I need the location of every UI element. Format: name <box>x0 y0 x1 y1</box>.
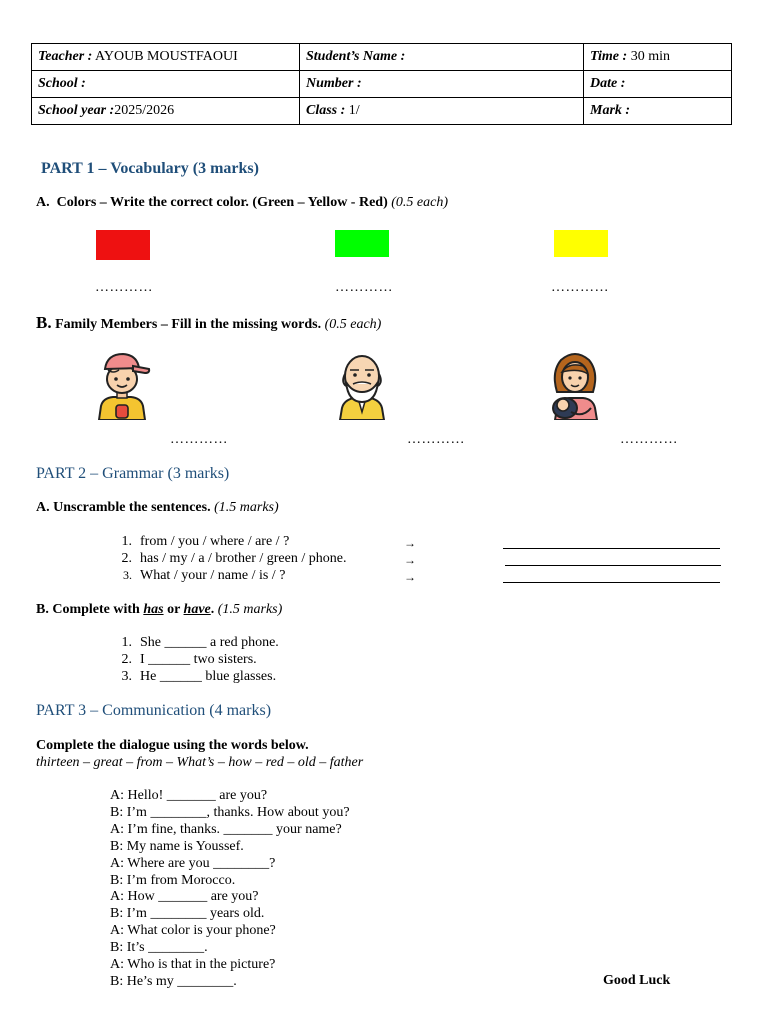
part2-b-instruction <box>36 602 282 618</box>
grandfather-icon <box>336 352 388 420</box>
scrambled-sentence: has / my / a / brother / green / phone. <box>140 551 347 566</box>
item-number: 1. <box>121 534 132 549</box>
answer-line-3[interactable] <box>503 582 720 583</box>
part2-b-note: (1.5 marks) <box>217 602 283 617</box>
part1-a-title: Colors – Write the correct color. (Green – Yellow - Red) <box>56 195 388 210</box>
dialogue-line[interactable]: A: Hello! _______ are you? <box>110 788 268 803</box>
family-answer-blank-3[interactable]: ………… <box>620 432 678 447</box>
yellow-color-swatch <box>554 230 608 257</box>
part1-b-instruction <box>36 313 381 333</box>
time-value: 30 min <box>630 49 670 64</box>
scrambled-sentence: What / your / name / is / ? <box>140 568 286 583</box>
class-cell <box>300 98 584 125</box>
good-luck-text: Good Luck <box>603 973 671 988</box>
unscramble-item-3 <box>112 568 285 584</box>
part3-title: PART 3 – Communication (4 marks) <box>36 702 272 719</box>
arrow-icon: → <box>404 553 416 567</box>
part1-a-letter: A. <box>36 195 50 210</box>
color-answer-blank-3[interactable]: ………… <box>551 280 609 295</box>
family-answer-blank-1[interactable]: ………… <box>170 432 228 447</box>
fill-sentence: I ______ two sisters. <box>140 652 257 667</box>
time-label: Time : <box>590 49 628 64</box>
class-value: 1/ <box>348 103 360 118</box>
green-color-swatch <box>335 230 389 257</box>
word-or: or <box>167 602 181 617</box>
unscramble-item-1 <box>112 534 289 550</box>
mother-icon <box>549 352 601 420</box>
school-label: School : <box>38 76 86 91</box>
family-answer-blank-2[interactable]: ………… <box>407 432 465 447</box>
part3-instruction: Complete the dialogue using the words below. <box>36 738 309 753</box>
color-answer-blank-1[interactable]: ………… <box>95 280 153 295</box>
part1-b-title: Family Members – Fill in the missing words. <box>55 317 322 332</box>
word-have: have <box>183 602 211 617</box>
mark-cell[interactable] <box>584 98 732 125</box>
scrambled-sentence: from / you / where / are / ? <box>140 534 290 549</box>
teacher-label: Teacher : <box>38 49 93 64</box>
date-cell[interactable] <box>584 71 732 98</box>
part1-a-instruction <box>36 195 448 211</box>
item-number: 2. <box>121 652 132 667</box>
fill-sentence: He ______ blue glasses. <box>140 669 277 684</box>
red-color-swatch <box>96 230 150 260</box>
dialogue-line[interactable]: A: Where are you ________? <box>110 855 276 871</box>
item-number: 1. <box>121 635 132 650</box>
dialogue-line: B: My name is Youssef. <box>110 838 244 854</box>
word-has: has <box>143 602 164 617</box>
school-year-cell <box>32 98 300 125</box>
part1-b-letter: B. <box>36 313 52 332</box>
number-cell[interactable] <box>300 71 584 98</box>
item-number: 2. <box>121 551 132 566</box>
dialogue-line: A: Who is that in the picture? <box>110 957 276 973</box>
time-cell <box>584 44 732 71</box>
dialogue-line: A: What color is your phone? <box>110 923 276 939</box>
part2-b-dot: . <box>210 602 215 617</box>
answer-line-2[interactable] <box>505 565 721 566</box>
part1-b-note: (0.5 each) <box>324 317 382 332</box>
school-year-label: School year : <box>38 103 115 118</box>
item-number: 3. <box>123 568 132 582</box>
part2-title: PART 2 – Grammar (3 marks) <box>36 465 230 482</box>
color-answer-blank-2[interactable]: ………… <box>335 280 393 295</box>
dialogue-line[interactable]: B: I’m ________ years old. <box>110 906 265 922</box>
part2-a-instruction <box>36 500 279 516</box>
fill-item-2[interactable] <box>112 652 257 668</box>
teacher-cell <box>32 44 300 71</box>
item-number: 3. <box>121 669 132 684</box>
part2-b-prefix: B. Complete with <box>36 602 140 617</box>
dialogue-line[interactable]: B: He’s my ________. <box>110 973 237 989</box>
dialogue <box>110 788 350 991</box>
fill-item-3[interactable] <box>112 669 276 685</box>
dialogue-line[interactable]: A: I’m fine, thanks. _______ your name? <box>110 821 342 837</box>
part1-a-note: (0.5 each) <box>391 195 449 210</box>
dialogue-line: B: I’m from Morocco. <box>110 872 236 888</box>
mark-label: Mark : <box>590 103 631 118</box>
number-label: Number : <box>306 76 362 91</box>
arrow-icon: → <box>404 570 416 584</box>
arrow-icon: → <box>404 536 416 550</box>
student-name-label: Student’s Name : <box>306 49 406 64</box>
answer-line-1[interactable] <box>503 548 720 549</box>
dialogue-line[interactable]: A: How _______ are you? <box>110 889 259 905</box>
student-name-cell[interactable] <box>300 44 584 71</box>
header-table <box>31 43 732 125</box>
dialogue-line[interactable]: B: It’s ________. <box>110 940 208 956</box>
part1-title: PART 1 – Vocabulary (3 marks) <box>41 160 259 177</box>
class-label: Class : <box>306 103 346 118</box>
dialogue-line[interactable]: B: I’m ________, thanks. How about you? <box>110 804 350 820</box>
boy-icon <box>93 352 151 420</box>
school-year-value: 2025/2026 <box>114 103 175 118</box>
fill-item-1[interactable] <box>112 635 279 651</box>
word-bank: thirteen – great – from – What’s – how – red – old – father <box>36 755 364 770</box>
part2-a-note: (1.5 marks) <box>214 500 279 515</box>
fill-sentence: She ______ a red phone. <box>140 635 279 650</box>
part2-a-title: A. Unscramble the sentences. <box>36 500 211 515</box>
teacher-value: AYOUB MOUSTFAOUI <box>95 49 238 64</box>
school-cell[interactable] <box>32 71 300 98</box>
date-label: Date : <box>590 76 626 91</box>
unscramble-item-2 <box>112 551 346 567</box>
